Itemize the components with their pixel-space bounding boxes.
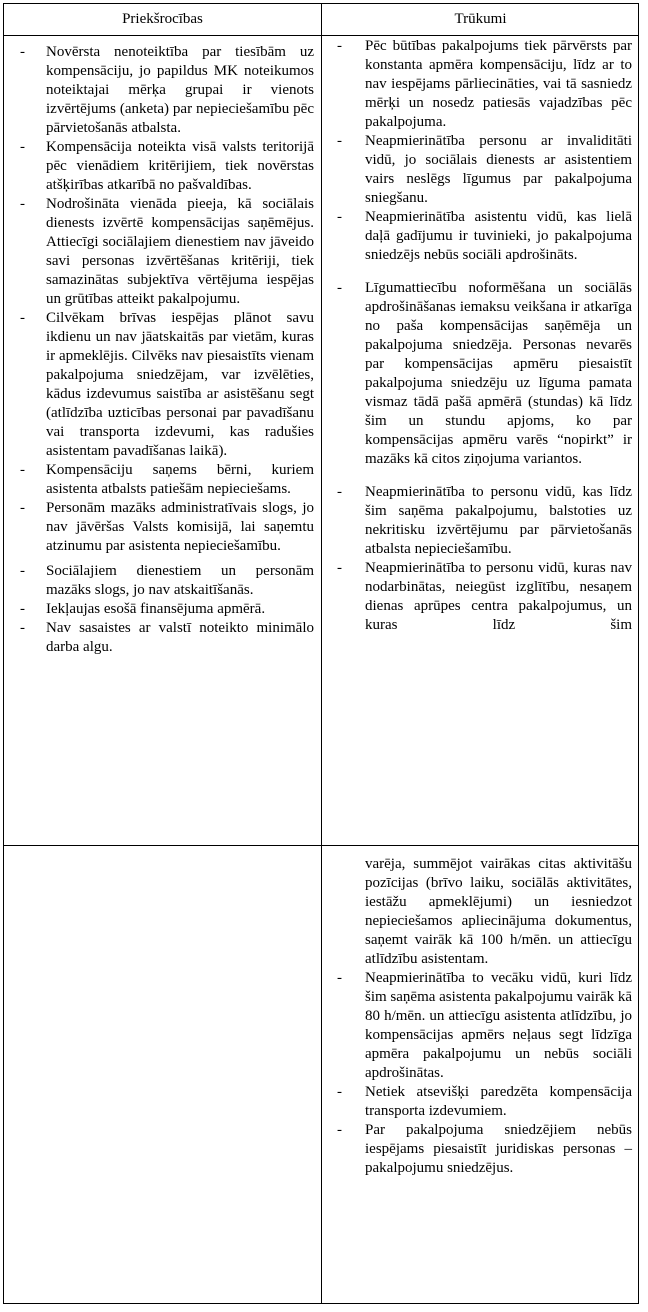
bullet-dash: - — [337, 1122, 342, 1138]
disadvantage-item: - Neapmierinātība to personu vidū, kas līdz šim saņēma pakalpojumu, balstoties uz nekritisku izvērtējumu par pārvietošanās atbalsta nepieciešamību. — [337, 484, 632, 557]
bullet-dash: - — [337, 38, 342, 54]
bullet-dash: - — [337, 1084, 342, 1100]
advantage-item: - Personām mazāks administratīvais slogs, jo nav jāvēršas Valsts komisijā, lai saņemtu atzinumu par asistenta nepieciešamību. — [20, 500, 314, 554]
bullet-dash: - — [337, 280, 342, 296]
page-break-divider — [4, 845, 638, 846]
disadvantage-item: - Pēc būtības pakalpojums tiek pārvērsts par konstanta apmēra kompensāciju, līdz ar to nav iespējams pārliecināties, vai tā sasniedz mērķi un nosedz patiesās vajadzības pēc pakalpojuma. — [337, 38, 632, 130]
header-disadvantages: Trūkumi — [454, 11, 507, 27]
advantage-item: - Sociālajiem dienestiem un personām mazāks slogs, jo nav atskaitīšanās. — [20, 563, 314, 598]
bullet-dash: - — [20, 500, 25, 516]
bullet-dash: - — [20, 601, 25, 617]
bullet-dash: - — [20, 563, 25, 579]
bullet-dash: - — [20, 620, 25, 636]
disadvantages-column-continued — [322, 855, 638, 1178]
advantage-item: - Kompensāciju saņems bērni, kuriem asistenta atbalsts patiešām nepieciešams. — [20, 462, 314, 497]
bullet-dash: - — [20, 44, 25, 60]
disadvantage-item: - Līgumattiecību noformēšana un sociālās apdrošināšanas iemaksu veikšana ir atkarīga no paša kompensācijas saņēmēja un pakalpojuma sniedzēja. Personas nevarēs par kompensācijas apmēru piesaistīt pakalpojuma sniedzēju uz līguma pamata vismaz tādā pašā apmērā (stundas) kā līdz šim un stundu apjoms, ko par kompensācijas apmēru varēs “nopirkt” ir mazāks kā citos ziņojuma variantos. — [337, 280, 632, 467]
bullet-dash: - — [337, 133, 342, 149]
pros-cons-table — [3, 3, 639, 1304]
bullet-dash: - — [337, 560, 342, 576]
bullet-dash: - — [20, 139, 25, 155]
bullet-dash: - — [20, 196, 25, 212]
advantage-item: - Cilvēkam brīvas iespējas plānot savu ikdienu un nav jāatskaitās par vietām, kuras ir apmeklējis. Cilvēks nav piesaistīts vienam pakalpojuma sniedzējam, var izvēlēties, kādus izdevumus saistība ar asistēšanu segt (atlīdzība uzticības personai par pavadīšanu vai transporta izdevumi, kas radušies asistentam pavadīšanas laikā). — [20, 310, 314, 459]
bullet-dash: - — [337, 484, 342, 500]
advantage-item: - Kompensācija noteikta visā valsts teritorijā pēc vienādiem kritērijiem, tiek novērstas atšķirības atkarībā no pašvaldības. — [20, 139, 314, 193]
advantage-item: - Novērsta nenoteiktība par tiesībām uz kompensāciju, jo papildus MK noteikumos noteiktajai mērķa grupai ir vienots izvērtējums (anketa) par nepieciešamību pēc pārvietošanās atbalsta. — [20, 44, 314, 136]
disadvantage-item: - Neapmierinātība personu ar invaliditāti vidū, jo sociālais dienests ar asistentiem vairs neslēgs līgumus par pakalpojuma sniegšanu. — [337, 133, 632, 206]
header-divider — [4, 35, 638, 36]
advantage-item: - Nodrošināta vienāda pieeja, kā sociālais dienests izvērtē kompensācijas saņēmējus. Attiecīgi sociālajiem dienestiem nav jāveido savi personas izvērtēšanas kritēriji, tiek samazinātas subjektīva vērtējuma iespējas un grūtības atteikt pakalpojumu. — [20, 196, 314, 307]
bullet-dash: - — [20, 310, 25, 326]
disadvantage-item: - Neapmierinātība to vecāku vidū, kuri līdz šim saņēma asistenta pakalpojumu vairāk kā 80 h/mēn. un attiecīgu asistenta atlīdzību, jo kompensācijas apmērs neļaus segt līdzīga apmēra pakalpojumu un nebūs sociāli apdrošinātas. — [337, 970, 633, 1081]
header-advantages: Priekšrocības — [122, 11, 203, 27]
disadvantage-item: - Neapmierinātība asistentu vidū, kas lielā daļā gadījumu ir tuvinieki, jo pakalpojuma sniedzējs nebūs sociāli apdrošināts. — [337, 209, 632, 263]
disadvantages-column — [322, 37, 638, 635]
disadvantage-item: - Neapmierinātība to personu vidū, kuras nav nodarbinātas, neiegūst izglītību, nesaņem dienas aprūpes centra pakalpojumus, un kuras līdz šim — [337, 560, 632, 633]
bullet-dash: - — [337, 209, 342, 225]
disadvantage-item-continued: varēja, summējot vairākas citas aktivitāšu pozīcijas (brīvo laiku, sociālās aktivitātes, iestāžu apmeklējumi) un iesniedzot nepieciešamos apliecinājuma dokumentus, saņemt vairāk kā 100 h/mēn. un attiecīgu atlīdzību asistentam. — [365, 856, 632, 967]
bullet-dash: - — [20, 462, 25, 478]
disadvantage-item: - Netiek atsevišķi paredzēta kompensācija transporta izdevumiem. — [337, 1084, 632, 1119]
advantage-item: - Nav sasaistes ar valstī noteikto minimālo darba algu. — [20, 620, 314, 655]
bullet-dash: - — [337, 970, 342, 986]
advantage-item: - Iekļaujas esošā finansējuma apmērā. — [20, 601, 266, 617]
advantages-column — [4, 43, 320, 655]
disadvantage-item: - Par pakalpojuma sniedzējiem nebūs iespējams piesaistīt juridiskas personas – pakalpojumu sniedzējus. — [337, 1122, 632, 1176]
